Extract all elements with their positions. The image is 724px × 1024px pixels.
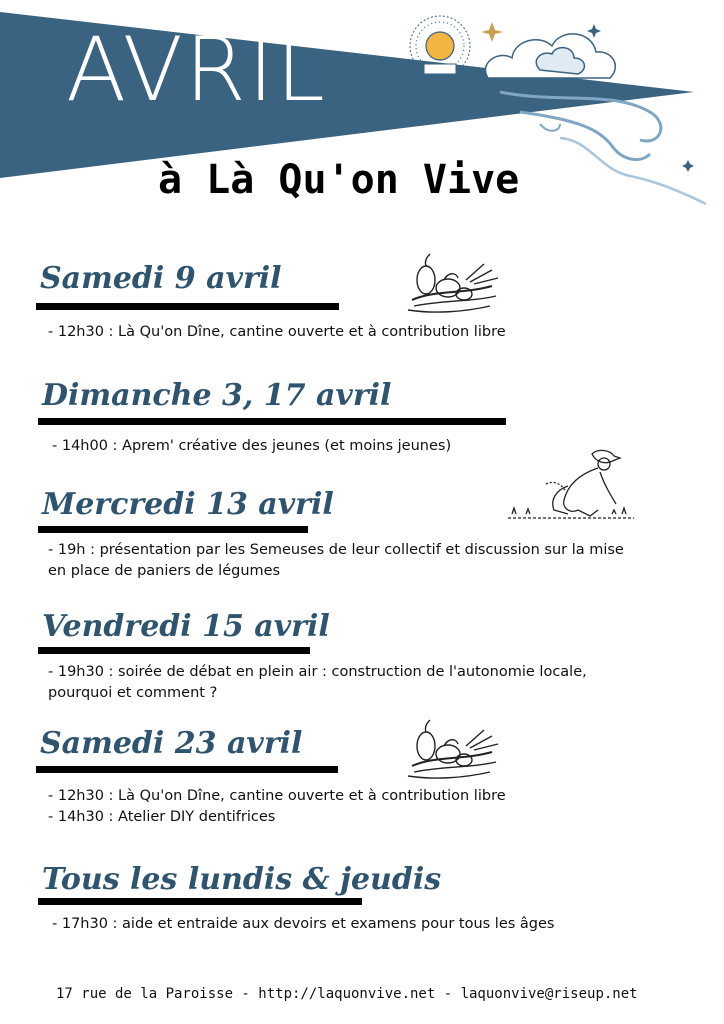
heading-underline — [38, 418, 506, 425]
event-line: - 12h30 : Là Qu'on Dîne, cantine ouverte et à contribution libre — [48, 788, 506, 804]
heading-underline — [38, 898, 362, 905]
gardener-icon — [506, 444, 636, 530]
event-line: - 17h30 : aide et entraide aux devoirs et examens pour tous les âges — [52, 916, 555, 932]
footer-contact: 17 rue de la Paroisse - http://laquonvive.net - laquonvive@riseup.net — [56, 986, 638, 1002]
day-heading-samedi-23: Samedi 23 avril — [40, 726, 303, 761]
page-title: AVRIL — [66, 18, 327, 121]
heading-underline — [38, 526, 308, 533]
vegetables-icon — [404, 716, 504, 786]
event-line: en place de paniers de légumes — [48, 563, 281, 579]
heading-underline — [36, 766, 338, 773]
day-heading-vendredi-15: Vendredi 15 avril — [42, 609, 330, 644]
day-heading-dimanche: Dimanche 3, 17 avril — [42, 378, 392, 413]
event-line: pourquoi et comment ? — [48, 685, 218, 701]
event-line: - 14h00 : Aprem' créative des jeunes (et moins jeunes) — [52, 438, 452, 454]
page-subtitle: à Là Qu'on Vive — [158, 157, 520, 203]
day-heading-lundis-jeudis: Tous les lundis & jeudis — [42, 862, 442, 897]
event-line: - 19h30 : soirée de débat en plein air : construction de l'autonomie locale, — [48, 664, 587, 680]
event-line: - 19h : présentation par les Semeuses de leur collectif et discussion sur la mise — [48, 542, 624, 558]
heading-underline — [36, 303, 339, 310]
vegetables-icon — [404, 250, 504, 320]
day-heading-samedi-9: Samedi 9 avril — [40, 261, 282, 296]
event-line: - 14h30 : Atelier DIY dentifrices — [48, 809, 276, 825]
heading-underline — [38, 647, 310, 654]
day-heading-mercredi-13: Mercredi 13 avril — [42, 487, 334, 522]
event-line: - 12h30 : Là Qu'on Dîne, cantine ouverte et à contribution libre — [48, 324, 506, 340]
